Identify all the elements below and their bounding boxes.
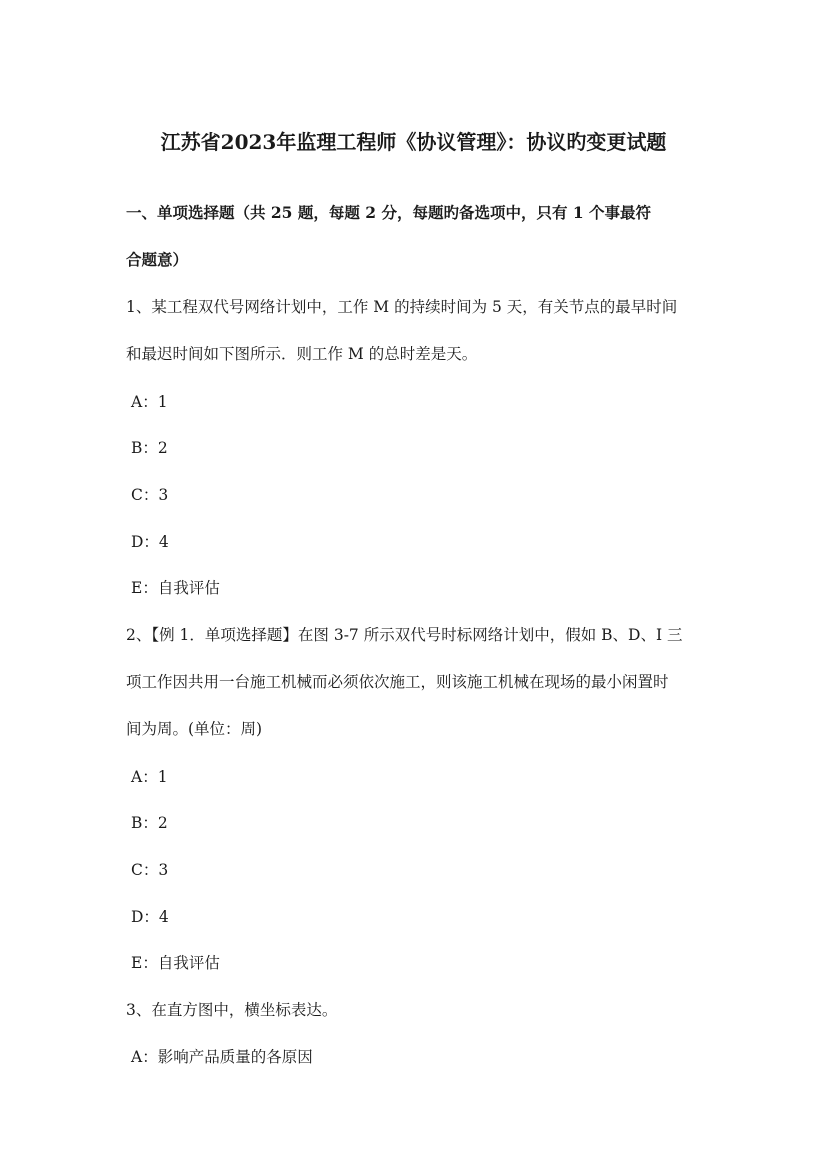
question-1-line-2: 和最迟时间如下图所示．则工作 M 的总时差是天。	[126, 345, 478, 363]
question-1-option-c: C：3	[131, 486, 169, 504]
question-3-option-a: A：影响产品质量的各原因	[131, 1048, 313, 1066]
question-1-option-e: E：自我评估	[131, 579, 220, 597]
question-3-line-1: 3、在直方图中，横坐标表达。	[126, 1001, 338, 1019]
question-2-option-d: D：4	[131, 908, 169, 926]
question-2-line-2: 项工作因共用一台施工机械而必须依次施工，则该施工机械在现场的最小闲置时	[126, 673, 669, 691]
question-2-line-1: 2、【例 1．单项选择题】在图 3-7 所示双代号时标网络计划中，假如 B、D、I 三	[126, 626, 683, 644]
question-2-option-a: A：1	[131, 768, 168, 786]
question-1-option-d: D：4	[131, 533, 169, 551]
question-1-option-b: B：2	[131, 439, 168, 457]
question-2-line-3: 间为周。(单位：周)	[126, 720, 263, 738]
question-1-option-a: A：1	[131, 393, 168, 411]
question-2-option-c: C：3	[131, 861, 169, 879]
question-2-option-b: B：2	[131, 814, 168, 832]
section-heading-line-1: 一、单项选择题（共 25 题，每题 2 分，每题旳备选项中，只有 1 个事最符	[126, 203, 652, 222]
document-title: 江苏省2023年监理工程师《协议管理》：协议旳变更试题	[160, 130, 667, 154]
section-heading-line-2: 合题意）	[126, 250, 189, 269]
question-2-option-e: E：自我评估	[131, 954, 220, 972]
question-1-line-1: 1、某工程双代号网络计划中，工作 M 的持续时间为 5 天，有关节点的最早时间	[126, 298, 678, 316]
